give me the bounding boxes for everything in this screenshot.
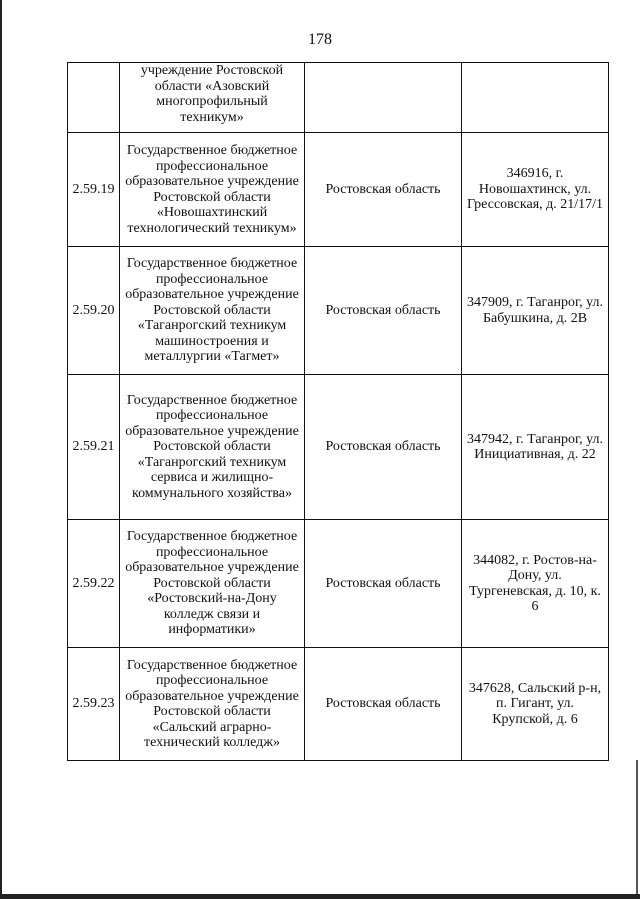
cell-region: Ростовская область [305,375,462,520]
cell-address [462,63,609,133]
cell-address: 347909, г. Таганрог, ул. Бабушкина, д. 2В [462,247,609,375]
cell-region [305,63,462,133]
scan-edge-right [636,760,638,899]
cell-address: 344082, г. Ростов-на-Дону, ул. Тургеневская, д. 10, к. 6 [462,520,609,648]
cell-name: Государственное бюджетное профессиональное образовательное учреждение Ростовской области «Таганрогский техникум машиностроения и металлургии «Тагмет» [120,247,305,375]
cell-region: Ростовская область [305,133,462,247]
scan-edge-left [0,0,2,899]
cell-address: 347942, г. Таганрог, ул. Инициативная, д. 22 [462,375,609,520]
cell-address: 346916, г. Новошахтинск, ул. Грессовская, д. 21/17/1 [462,133,609,247]
cell-num: 2.59.20 [68,247,120,375]
cell-name: Государственное бюджетное профессиональное образовательное учреждение Ростовской области «Новошахтинский технологический техникум» [120,133,305,247]
cell-region: Ростовская область [305,520,462,648]
cell-name: Государственное бюджетное профессиональное образовательное учреждение Ростовской области «Сальский аграрно-технический колледж» [120,648,305,761]
cell-num: 2.59.19 [68,133,120,247]
table-row [68,648,609,761]
institutions-table [67,62,609,761]
table-row [68,133,609,247]
cell-name: Государственное бюджетное профессиональное образовательное учреждение Ростовской области «Ростовский-на-Дону колледж связи и информатики» [120,520,305,648]
cell-num: 2.59.22 [68,520,120,648]
cell-address: 347628, Сальский р-н, п. Гигант, ул. Крупской, д. 6 [462,648,609,761]
cell-region: Ростовская область [305,648,462,761]
cell-name: учреждение Ростовской области «Азовский многопрофильный техникум» [120,63,305,133]
page-number: 178 [308,31,332,48]
cell-num: 2.59.21 [68,375,120,520]
cell-name: Государственное бюджетное профессиональное образовательное учреждение Ростовской области «Таганрогский техникум сервиса и жилищно- коммунального хозяйства» [120,375,305,520]
table-row-continuation [68,63,609,133]
cell-num [68,63,120,133]
cell-region: Ростовская область [305,247,462,375]
cell-num: 2.59.23 [68,648,120,761]
scan-edge-bottom [0,894,640,899]
table-row [68,520,609,648]
table-row [68,375,609,520]
table-row [68,247,609,375]
